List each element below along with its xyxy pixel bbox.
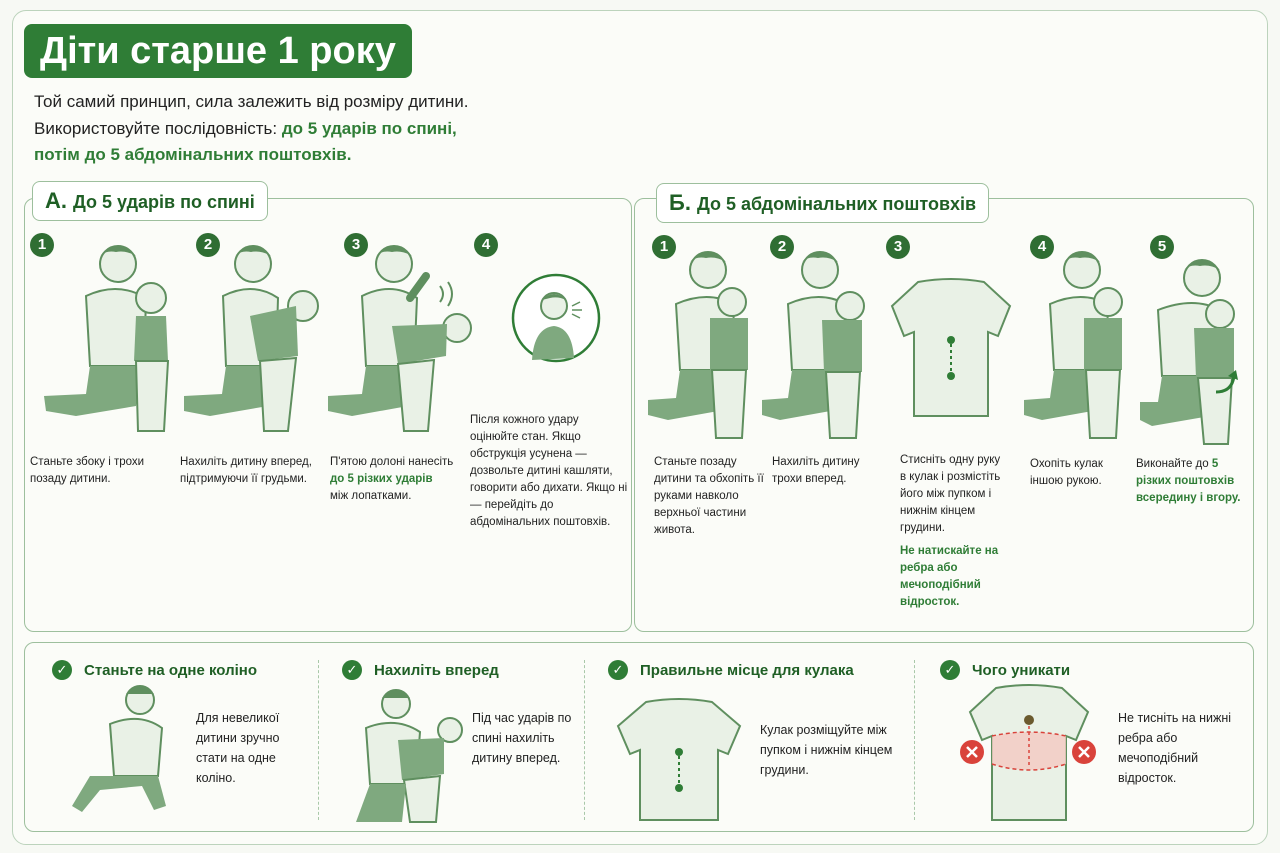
tip-4-title: Чого уникати bbox=[972, 662, 1071, 679]
step-b2-number: 2 bbox=[770, 235, 794, 259]
step-b4-caption: Охопіть кулак іншою рукою. bbox=[1030, 458, 1103, 487]
adult-kneeling-figure bbox=[70, 680, 180, 824]
tip-4-text: Не тисніть на нижні ребра або мечоподібний відросток. bbox=[1118, 711, 1232, 785]
coughing-child-circle-icon bbox=[510, 272, 602, 364]
thrust-inward-upward-figure bbox=[1138, 252, 1246, 450]
intro-line-1: Той самий принцип, сила залежить від розміру дитини. bbox=[34, 92, 469, 111]
torso-fist-position-figure bbox=[888, 276, 1014, 426]
step-a2-caption: Нахиліть дитину вперед, підтримуючи її грудьми. bbox=[180, 456, 312, 485]
step-b5-number: 5 bbox=[1150, 235, 1174, 259]
step-b4-number: 4 bbox=[1030, 235, 1054, 259]
step-a4-caption: Після кожного удару оцінюйте стан. Якщо обструкція усунена — дозвольте дитині кашляти, говорити або дихати. Якщо ні — перейдіть до абдомінальних поштовхів. bbox=[470, 414, 628, 528]
adult-kneeling-beside-child-figure bbox=[26, 236, 176, 446]
lean-forward-figure bbox=[346, 684, 466, 824]
step-b5-caption: Виконайте до 5 різких поштовхів всередину і вгору. bbox=[1136, 458, 1241, 504]
page-title: Діти старше 1 року bbox=[24, 24, 412, 78]
tip-2-text: Під час ударів по спині нахиліть дитину вперед. bbox=[472, 711, 572, 765]
step-b3-caption: Стисніть одну руку в кулак і розмістіть його між пупком і нижнім кінцем грудини. Не натискайте на ребра або мечоподібний відросток. bbox=[900, 454, 1001, 608]
tips-divider bbox=[318, 660, 319, 820]
section-a-label: А. До 5 ударів по спині bbox=[32, 181, 268, 221]
check-circle-icon: ✓ bbox=[608, 660, 628, 680]
check-circle-icon: ✓ bbox=[52, 660, 72, 680]
step-a1-number: 1 bbox=[30, 233, 54, 257]
torso-ribs-avoid-figure bbox=[956, 684, 1102, 824]
check-circle-icon: ✓ bbox=[940, 660, 960, 680]
step-b1-caption: Станьте позаду дитини та обхопіть її руками навколо верхньої частини живота. bbox=[654, 456, 764, 536]
step-a4-number: 4 bbox=[474, 233, 498, 257]
tip-3-title: Правильне місце для кулака bbox=[640, 662, 854, 679]
step-a3-caption: П'ятою долоні нанесіть до 5 різких ударів між лопатками. bbox=[330, 456, 454, 502]
back-blow-figure bbox=[322, 236, 472, 446]
torso-fist-position-figure bbox=[614, 698, 744, 822]
step-a1-caption: Станьте збоку і трохи позаду дитини. bbox=[30, 456, 145, 485]
step-a3-number: 3 bbox=[344, 233, 368, 257]
tips-divider bbox=[584, 660, 585, 820]
tips-divider bbox=[914, 660, 915, 820]
abdominal-thrust-lean-figure bbox=[760, 240, 870, 450]
tip-1-title: Станьте на одне коліно bbox=[84, 662, 257, 679]
grasp-fist-figure bbox=[1020, 240, 1130, 450]
intro-line-3: потім до 5 абдомінальних поштовхів. bbox=[34, 145, 352, 164]
check-circle-icon: ✓ bbox=[342, 660, 362, 680]
step-b2-caption: Нахиліть дитину трохи вперед. bbox=[772, 456, 860, 485]
abdominal-thrust-kneel-figure bbox=[644, 240, 754, 450]
step-b3-number: 3 bbox=[886, 235, 910, 259]
adult-leaning-child-forward-figure bbox=[178, 236, 328, 446]
intro-line-2: Використовуйте послідовність: до 5 ударів по спині, bbox=[34, 119, 457, 138]
step-a2-number: 2 bbox=[196, 233, 220, 257]
step-b1-number: 1 bbox=[652, 235, 676, 259]
section-b-label: Б. До 5 абдомінальних поштовхів bbox=[656, 183, 989, 223]
tip-1-text: Для невеликої дитини зручно стати на одне коліно. bbox=[196, 711, 280, 785]
tip-3-text: Кулак розміщуйте між пупком і нижнім кінцем грудини. bbox=[760, 723, 893, 777]
tip-2-title: Нахиліть вперед bbox=[374, 662, 499, 679]
